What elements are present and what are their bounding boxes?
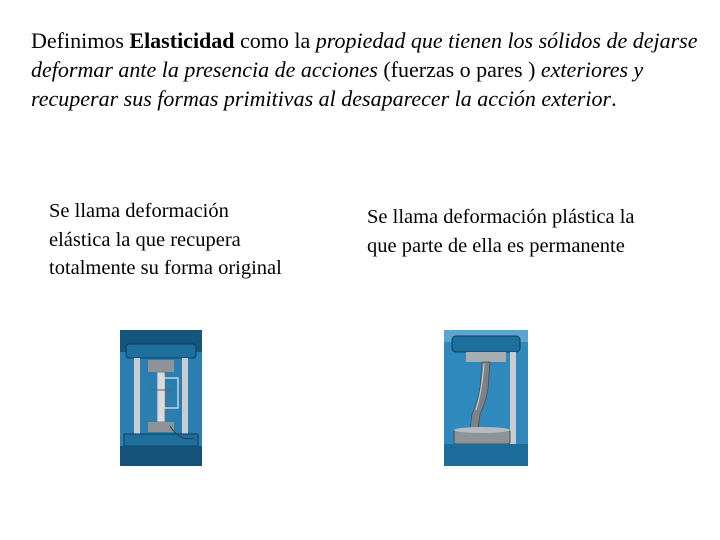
machine-base xyxy=(120,446,202,466)
intro-paragraph xyxy=(31,26,711,113)
intro-definition-italic-1: propiedad que tienen los sólidos de dejarse deformar ante la presencia de acciones xyxy=(31,28,698,82)
platen-rim xyxy=(454,427,510,433)
elastic-deformation-photo xyxy=(120,330,202,466)
upper-platen xyxy=(466,352,506,362)
plastic-deformation-photo xyxy=(444,330,528,466)
elastic-deformation-text: Se llama deformación elástica la que recupera totalmente su forma original xyxy=(49,200,282,279)
plastic-deformation-text: Se llama deformación plástica la que parte de ella es permanente xyxy=(367,206,635,257)
intro-term-elasticidad: Elasticidad xyxy=(129,28,235,53)
intro-text-3: como la xyxy=(234,28,316,53)
upper-grip xyxy=(148,360,174,372)
intro-text-1: Definimos xyxy=(31,28,130,53)
right-guide-column xyxy=(510,352,516,452)
left-guide-column xyxy=(134,358,140,438)
intro-definition-italic-2: exteriores y recuperar sus formas primitivas al desaparecer la acción exterior xyxy=(31,57,644,111)
lower-platen xyxy=(124,434,198,446)
machine-base xyxy=(444,444,528,466)
upper-crosshead xyxy=(452,336,520,352)
right-guide-column xyxy=(182,358,188,438)
intro-period: . xyxy=(611,86,617,111)
intro-text-5: (fuerzas o pares ) xyxy=(377,57,541,82)
upper-crosshead xyxy=(126,344,196,358)
